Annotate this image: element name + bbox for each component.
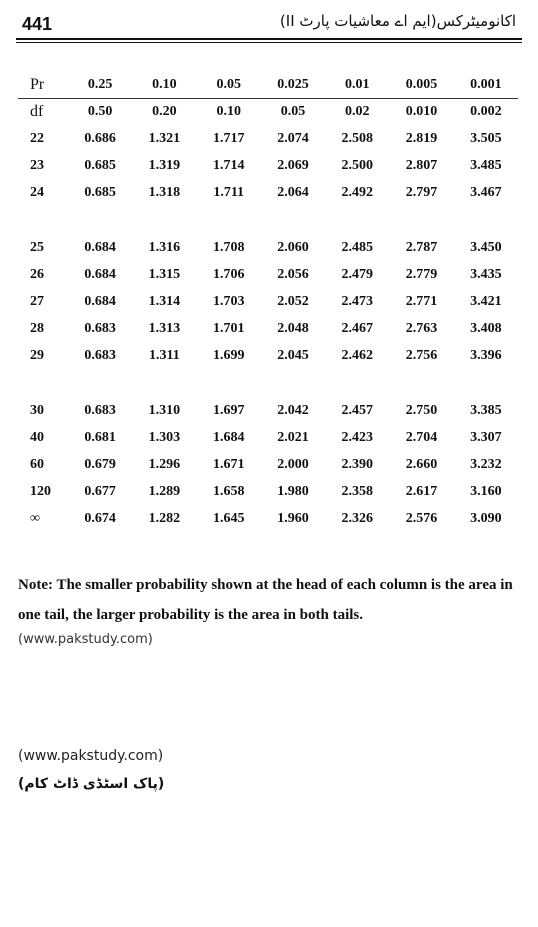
critical-value-cell: 1.697 (212, 402, 245, 418)
critical-value-cell: 3.232 (470, 456, 502, 472)
critical-value-cell: 2.467 (341, 320, 374, 336)
pr-value: 0.025 (277, 77, 309, 92)
df-cell: 22 (30, 130, 44, 146)
critical-value-cell: 3.385 (470, 402, 502, 418)
critical-value-cell: 1.296 (148, 456, 181, 472)
critical-value-cell: 1.282 (148, 510, 181, 526)
table-row (18, 288, 518, 315)
critical-value-cell: 1.321 (148, 130, 181, 146)
critical-value-cell: 0.683 (84, 320, 116, 336)
critical-value-cell: 2.045 (277, 347, 309, 363)
critical-value-cell: 1.315 (148, 266, 181, 282)
critical-value-cell: 1.318 (148, 184, 181, 200)
df-cell: 26 (30, 266, 44, 282)
two-tail-value: 0.010 (389, 99, 453, 126)
critical-value-cell: 1.289 (148, 483, 181, 499)
critical-value-cell: 2.797 (405, 184, 438, 200)
critical-value-cell: 0.684 (84, 239, 116, 255)
df-cell: 24 (30, 184, 44, 200)
critical-value-cell: 2.492 (341, 184, 374, 200)
critical-value-cell: 2.462 (341, 347, 374, 363)
critical-value-cell: 2.756 (405, 347, 438, 363)
pr-value: 0.005 (405, 77, 438, 92)
watermark-url-small: (www.pakstudy.com) (18, 632, 153, 647)
critical-value-cell: 2.457 (341, 402, 374, 418)
critical-value-cell: 1.706 (212, 266, 245, 282)
two-tail-value: 0.50 (68, 99, 132, 126)
critical-value-cell: 1.303 (148, 429, 181, 445)
critical-value-cell: 2.763 (405, 320, 438, 336)
critical-value-cell: 2.390 (341, 456, 374, 472)
critical-value-cell: 3.408 (470, 320, 502, 336)
df-cell: 30 (30, 402, 44, 418)
df-label: df (18, 99, 68, 126)
df-cell: 60 (30, 456, 44, 472)
table-row (18, 397, 518, 424)
critical-value-cell: 2.326 (341, 510, 374, 526)
critical-value-cell: 3.160 (470, 483, 502, 499)
critical-value-cell: 1.658 (212, 483, 245, 499)
critical-value-cell: 2.479 (341, 266, 374, 282)
critical-value-cell: 1.684 (212, 429, 245, 445)
critical-value-cell: 0.683 (84, 347, 116, 363)
critical-value-cell: 2.787 (405, 239, 438, 255)
df-cell: 25 (30, 239, 44, 255)
critical-value-cell: 2.064 (277, 184, 309, 200)
df-cell: 27 (30, 293, 44, 309)
two-tail-value: 0.002 (454, 99, 518, 126)
critical-value-cell: 1.313 (148, 320, 181, 336)
gap-cell (18, 369, 518, 397)
table-row (18, 424, 518, 451)
critical-value-cell: 0.677 (84, 483, 116, 499)
critical-value-cell: 2.021 (277, 429, 309, 445)
critical-value-cell: 1.645 (212, 510, 245, 526)
critical-value-cell: 0.683 (84, 402, 116, 418)
critical-value-cell: 2.617 (405, 483, 438, 499)
row-group-gap (18, 369, 518, 397)
critical-value-cell: 1.708 (212, 239, 245, 255)
row-group-gap (18, 206, 518, 234)
pr-value: 0.10 (152, 77, 177, 92)
critical-value-cell: 2.052 (277, 293, 309, 309)
critical-value-cell: 3.421 (470, 293, 502, 309)
critical-value-cell: 0.685 (84, 184, 116, 200)
t-distribution-table (18, 72, 518, 532)
critical-value-cell: 3.307 (470, 429, 502, 445)
critical-value-cell: 2.500 (341, 157, 374, 173)
critical-value-cell: 3.396 (470, 347, 502, 363)
df-cell: 23 (30, 157, 44, 173)
critical-value-cell: 3.435 (470, 266, 502, 282)
critical-value-cell: 1.699 (212, 347, 245, 363)
critical-value-cell: 2.042 (277, 402, 309, 418)
table-row (18, 152, 518, 179)
table-note: Note: The smaller probability shown at the head of each column is the area in one tail, the larger probability is the area in both tails. (18, 577, 513, 623)
critical-value-cell: 2.750 (405, 402, 438, 418)
table-row (18, 234, 518, 261)
table-row (18, 125, 518, 152)
watermark-url: (www.pakstudy.com) (18, 748, 164, 764)
pr-value: 0.05 (216, 77, 241, 92)
critical-value-cell: 3.505 (470, 130, 502, 146)
critical-value-cell: 2.069 (277, 157, 309, 173)
critical-value-cell: 1.703 (212, 293, 245, 309)
pr-value: 0.25 (87, 77, 113, 92)
critical-value-cell: 0.684 (84, 293, 116, 309)
df-cell: 28 (30, 320, 44, 336)
critical-value-cell: 1.316 (148, 239, 181, 255)
critical-value-cell: 2.660 (405, 456, 438, 472)
critical-value-cell: 2.807 (405, 157, 438, 173)
critical-value-cell: 3.467 (470, 184, 502, 200)
critical-value-cell: 1.714 (212, 157, 245, 173)
table-row (18, 505, 518, 532)
critical-value-cell: 1.314 (148, 293, 181, 309)
df-cell: 29 (30, 347, 44, 363)
critical-value-cell: 0.681 (84, 429, 116, 445)
critical-value-cell: 1.310 (148, 402, 181, 418)
critical-value-cell: 3.450 (470, 239, 502, 255)
table-row (18, 342, 518, 369)
critical-value-cell: 1.319 (148, 157, 181, 173)
critical-value-cell: 3.090 (470, 510, 502, 526)
watermark-urdu: (پاک اسٹڈی ڈاٹ کام) (18, 776, 165, 792)
critical-value-cell: 2.508 (341, 130, 374, 146)
critical-value-cell: 1.671 (212, 456, 245, 472)
critical-value-cell: 0.679 (84, 456, 116, 472)
pr-header-row (18, 72, 518, 99)
running-header-title: اکانومیٹرکس(ایم اے معاشیات پارٹ II) (279, 12, 516, 30)
table-row (18, 179, 518, 206)
critical-value-cell: 2.056 (277, 266, 309, 282)
critical-value-cell: 1.711 (213, 184, 245, 200)
pr-value: 0.001 (470, 77, 502, 92)
two-tail-value: 0.20 (132, 99, 196, 126)
two-tail-value: 0.02 (325, 99, 389, 126)
pr-label: Pr (30, 76, 45, 93)
table-row (18, 478, 518, 505)
critical-value-cell: 0.674 (84, 510, 116, 526)
header-rule (16, 38, 522, 43)
critical-value-cell: 2.819 (405, 130, 438, 146)
df-header-row (18, 99, 518, 126)
two-tail-value: 0.05 (261, 99, 325, 126)
critical-value-cell: 0.684 (84, 266, 116, 282)
table-row (18, 315, 518, 342)
critical-value-cell: 2.771 (405, 293, 438, 309)
critical-value-cell: 2.000 (277, 456, 309, 472)
critical-value-cell: 2.485 (341, 239, 374, 255)
critical-value-cell: 2.074 (277, 130, 309, 146)
critical-value-cell: 1.960 (277, 510, 309, 526)
critical-value-cell: 2.576 (405, 510, 438, 526)
df-cell: 120 (30, 483, 51, 499)
critical-value-cell: 1.701 (212, 320, 245, 336)
df-cell: ∞ (30, 510, 40, 526)
critical-value-cell: 2.473 (341, 293, 374, 309)
critical-value-cell: 2.358 (341, 483, 374, 499)
critical-value-cell: 3.485 (470, 157, 502, 173)
gap-cell (18, 206, 518, 234)
table-row (18, 451, 518, 478)
critical-value-cell: 1.311 (149, 347, 180, 363)
pr-value: 0.01 (345, 77, 370, 92)
critical-value-cell: 0.685 (84, 157, 116, 173)
critical-value-cell: 2.779 (405, 266, 438, 282)
critical-value-cell: 2.704 (405, 429, 438, 445)
critical-value-cell: 0.686 (84, 130, 116, 146)
table-row (18, 261, 518, 288)
critical-value-cell: 1.717 (212, 130, 245, 146)
critical-value-cell: 1.980 (277, 483, 309, 499)
two-tail-value: 0.10 (197, 99, 261, 126)
critical-value-cell: 2.423 (341, 429, 374, 445)
critical-value-cell: 2.060 (277, 239, 309, 255)
df-cell: 40 (30, 429, 44, 445)
page-number: 441 (22, 14, 53, 34)
critical-value-cell: 2.048 (277, 320, 309, 336)
